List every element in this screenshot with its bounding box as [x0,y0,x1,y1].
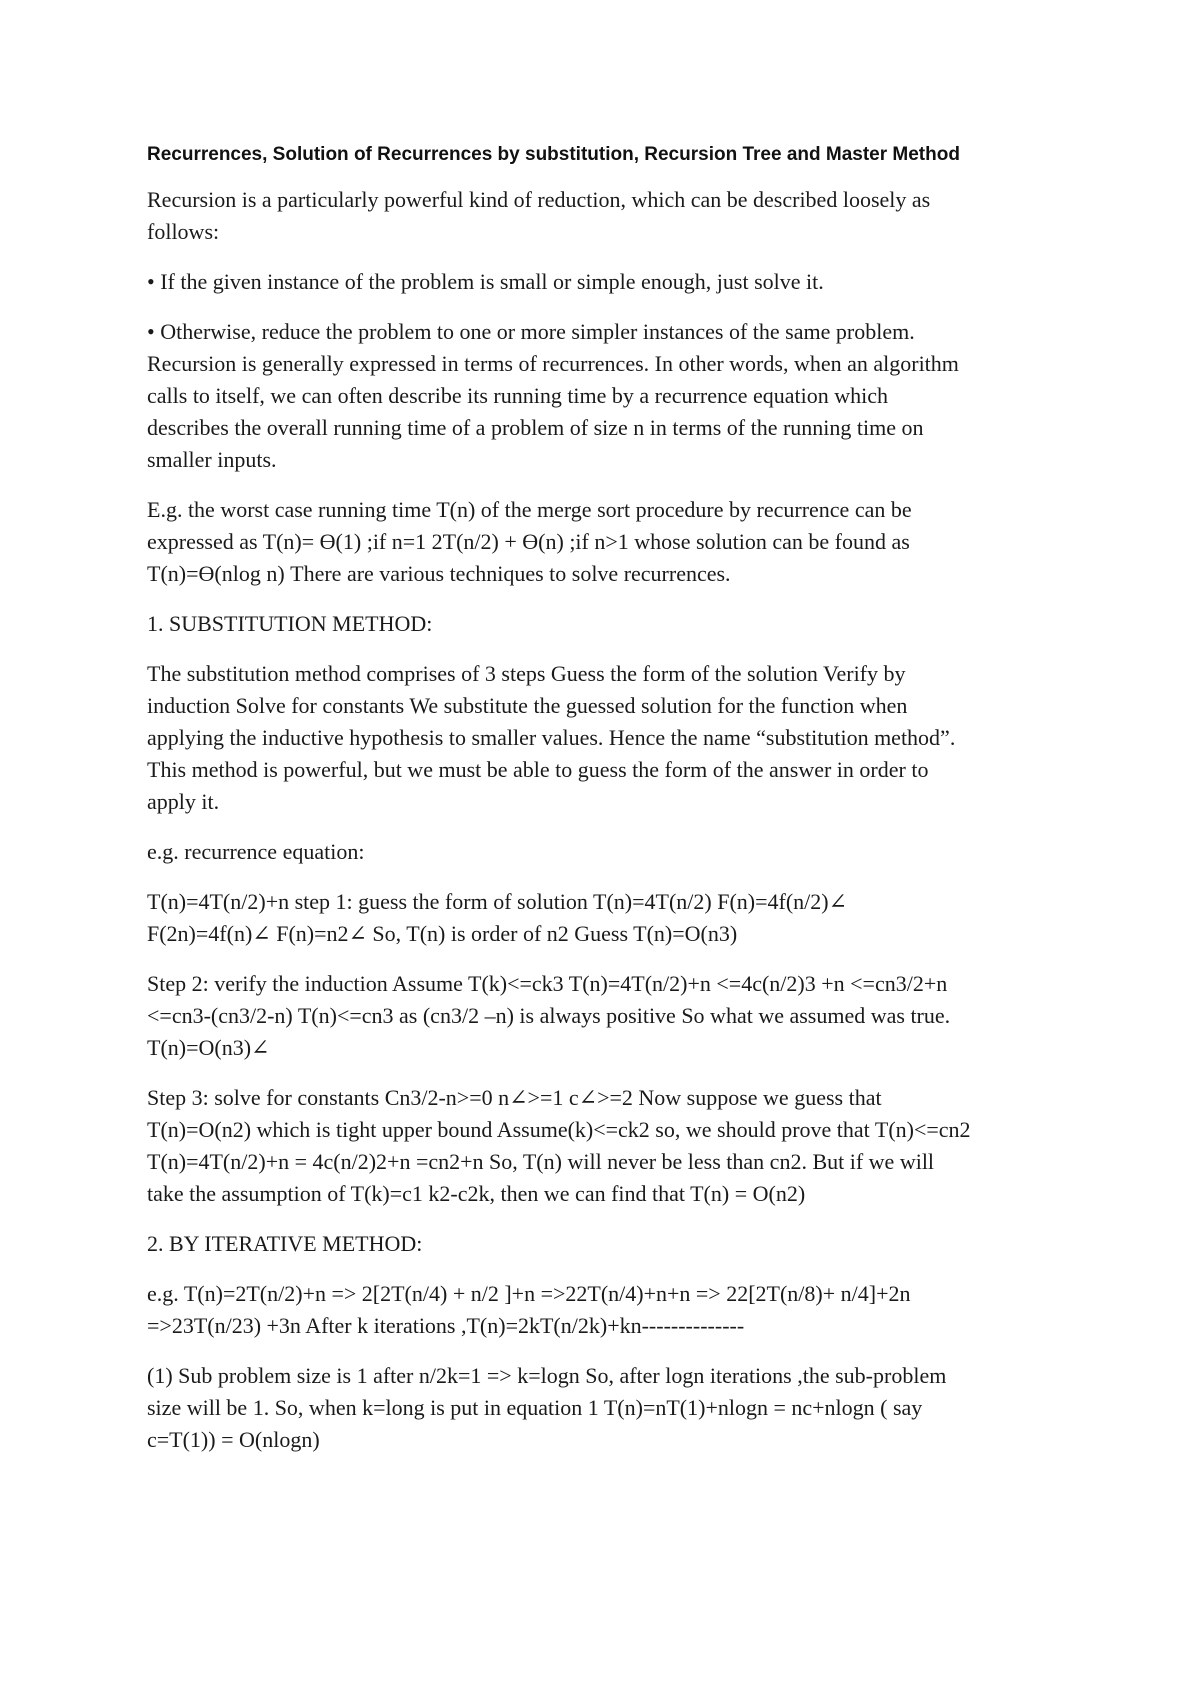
paragraph-line: • Otherwise, reduce the problem to one or more simpler instances of the same problem. [147,319,915,344]
paragraph-line: expressed as T(n)= ϴ(1) ;if n=1 2T(n/2) + ϴ(n) ;if n>1 whose solution can be found as [147,529,910,554]
paragraph [147,316,1077,476]
paragraph [147,184,1077,248]
paragraph-line: The substitution method comprises of 3 steps Guess the form of the solution Verify by [147,661,906,686]
document-title: Recurrences, Solution of Recurrences by substitution, Recursion Tree and Master Method [147,144,960,165]
paragraph-line: follows: [147,219,220,244]
paragraph-line: This method is powerful, but we must be able to guess the form of the answer in order to [147,757,929,782]
paragraph-line: e.g. T(n)=2T(n/2)+n => 2[2T(n/4) + n/2 ]+n =>22T(n/4)+n+n => 22[2T(n/8)+ n/4]+2n [147,1281,911,1306]
paragraph-line: <=cn3-(cn3/2-n) T(n)<=cn3 as (cn3/2 –n) is always positive So what we assumed was true. [147,1003,951,1028]
paragraph-line: F(2n)=4f(n)∠ F(n)=n2∠ So, T(n) is order of n2 Guess T(n)=O(n3) [147,921,738,946]
paragraph-line: (1) Sub problem size is 1 after n/2k=1 => k=logn So, after logn iterations ,the sub-problem [147,1363,947,1388]
paragraph-line: take the assumption of T(k)=c1 k2-c2k, then we can find that T(n) = O(n2) [147,1181,806,1206]
paragraph-line: T(n)=ϴ(nlog n) There are various techniques to solve recurrences. [147,561,731,586]
paragraph [147,1228,1077,1260]
paragraph-line: T(n)=4T(n/2)+n step 1: guess the form of solution T(n)=4T(n/2) F(n)=4f(n/2)∠ [147,889,848,914]
paragraph-line: apply it. [147,789,220,814]
paragraph-line: E.g. the worst case running time T(n) of the merge sort procedure by recurrence can be [147,497,912,522]
paragraph-line: 2. BY ITERATIVE METHOD: [147,1231,423,1256]
paragraph-line: T(n)=4T(n/2)+n = 4c(n/2)2+n =cn2+n So, T(n) will never be less than cn2. But if we will [147,1149,935,1174]
paragraph-line: Step 3: solve for constants Cn3/2-n>=0 n∠>=1 c∠>=2 Now suppose we guess that [147,1085,882,1110]
paragraph-line: calls to itself, we can often describe its running time by a recurrence equation which [147,383,889,408]
paragraph [147,266,1077,298]
paragraph [147,608,1077,640]
paragraph-line: c=T(1)) = O(nlogn) [147,1427,320,1452]
paragraph [147,1082,1077,1210]
paragraph-list [147,184,1077,1456]
paragraph-line: e.g. recurrence equation: [147,839,365,864]
paragraph-line: smaller inputs. [147,447,277,472]
paragraph-line: T(n)=O(n3)∠ [147,1035,270,1060]
paragraph [147,494,1077,590]
paragraph-line: • If the given instance of the problem is small or simple enough, just solve it. [147,269,824,294]
paragraph-line: describes the overall running time of a problem of size n in terms of the running time on [147,415,924,440]
paragraph-line: Step 2: verify the induction Assume T(k)<=ck3 T(n)=4T(n/2)+n <=4c(n/2)3 +n <=cn3/2+n [147,971,948,996]
document-body [147,140,1077,1474]
paragraph-line: Recursion is generally expressed in terms of recurrences. In other words, when an algorithm [147,351,959,376]
paragraph [147,886,1077,950]
paragraph-line: T(n)=O(n2) which is tight upper bound Assume(k)<=ck2 so, we should prove that T(n)<=cn2 [147,1117,971,1142]
paragraph-line: induction Solve for constants We substitute the guessed solution for the function when [147,693,908,718]
paragraph [147,1360,1077,1456]
paragraph [147,968,1077,1064]
paragraph-line: 1. SUBSTITUTION METHOD: [147,611,433,636]
paragraph-line: =>23T(n/23) +3n After k iterations ,T(n)=2kT(n/2k)+kn-------------- [147,1313,745,1338]
paragraph [147,836,1077,868]
paragraph-line: Recursion is a particularly powerful kind of reduction, which can be described loosely as [147,187,931,212]
paragraph-line: size will be 1. So, when k=long is put in equation 1 T(n)=nT(1)+nlogn = nc+nlogn ( say [147,1395,923,1420]
paragraph-line: applying the inductive hypothesis to smaller values. Hence the name “substitution method”. [147,725,956,750]
paragraph [147,658,1077,818]
paragraph [147,1278,1077,1342]
